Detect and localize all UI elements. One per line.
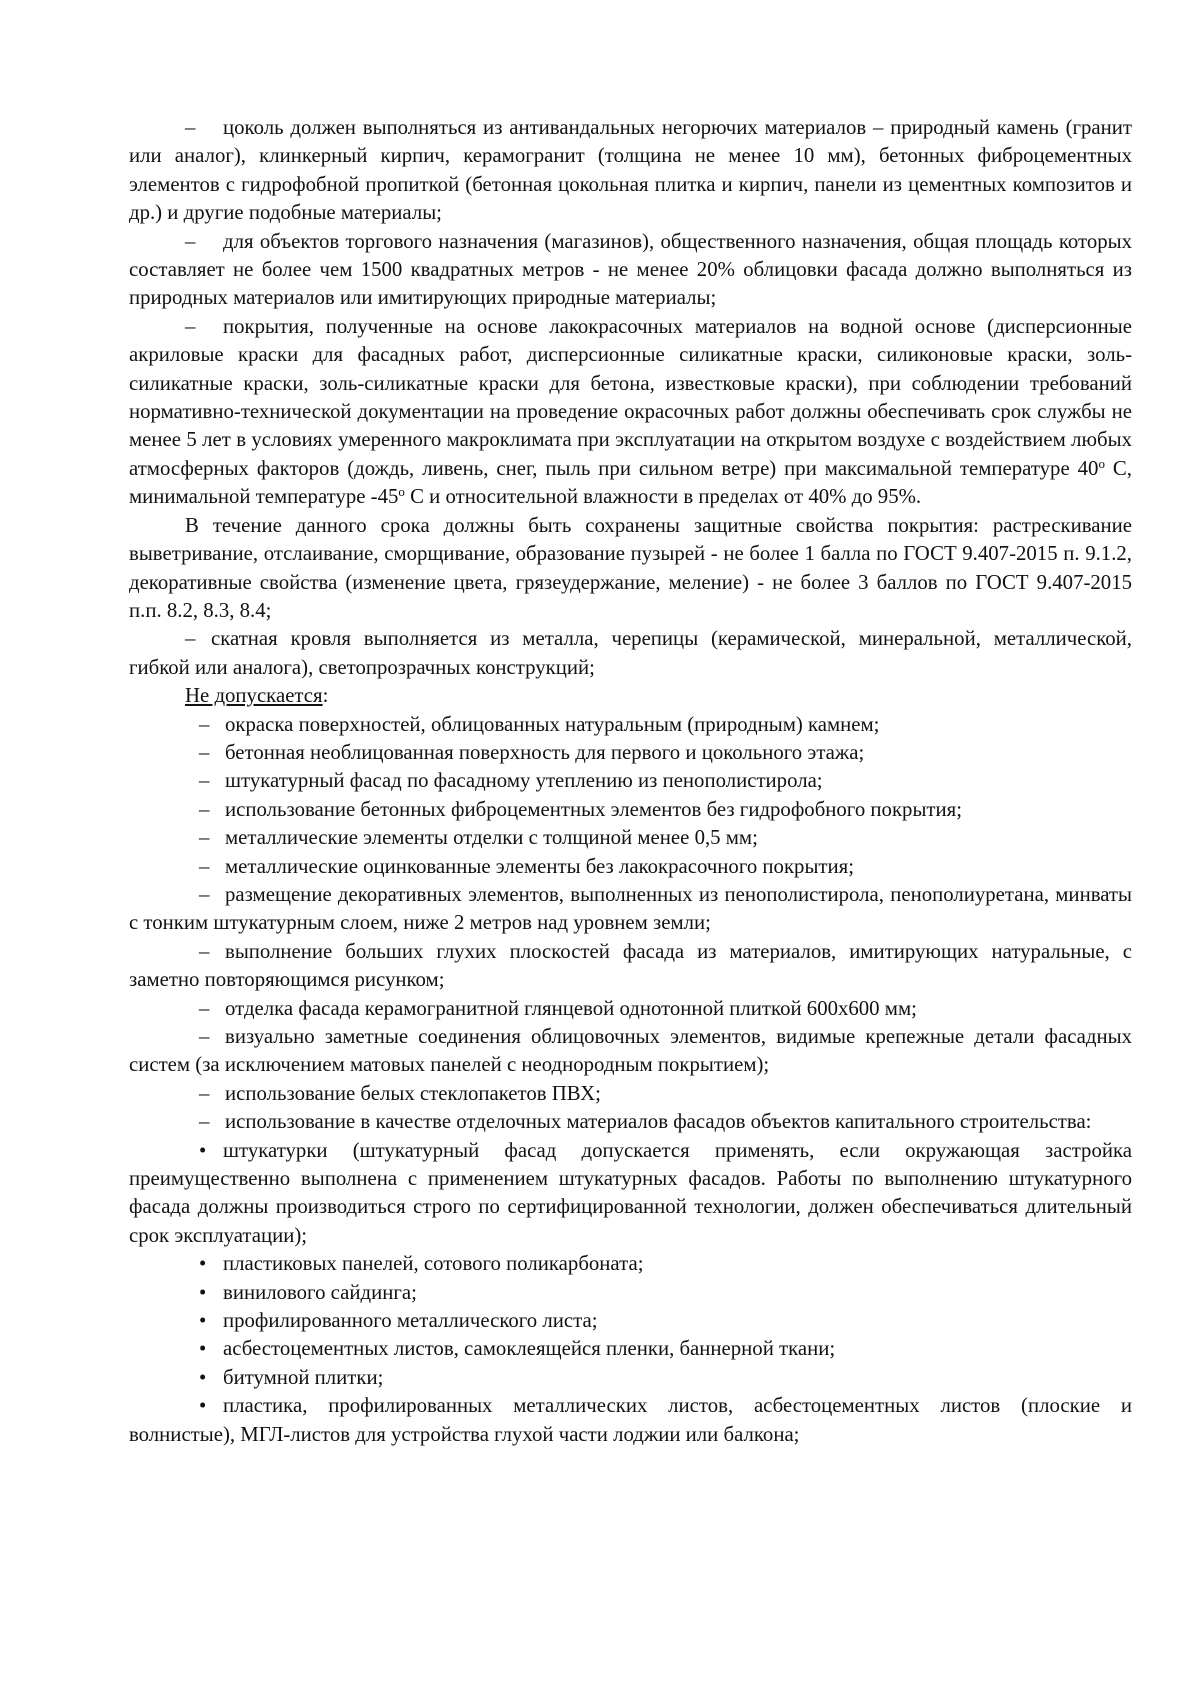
list-item-text: бетонная необлицованная поверхность для первого и цокольного этажа; <box>225 740 865 764</box>
list-item-text: выполнение больших глухих плоскостей фасада из материалов, имитирующих натуральные, с заметно повторяющимся рисунком; <box>129 939 1132 992</box>
paragraph-protective-properties <box>129 512 1132 626</box>
bullet-marker: • <box>199 1252 207 1276</box>
bullet-item-text: штукатурки (штукатурный фасад допускается применять, если окружающая застройка преимущественно выполнена с применением штукатурных фасадов. Работы по выполнению штукатурного фасада должны производиться строго по сертифицированной технологии, должен обеспечиваться длительный срок эксплуатации); <box>129 1138 1132 1247</box>
dash-marker: – <box>185 229 196 253</box>
paragraph-text: В течение данного срока должны быть сохранены защитные свойства покрытия: растрескивание выветривание, отслаивание, сморщивание, образование пузырей - не более 1 балла по ГОСТ 9.407-2015 п. 9.1.2, декоративные свойства (изменение цвета, грязеудержание, меление) - не более 3 баллов по ГОСТ 9.407-2015 п.п. 8.2, 8.3, 8.4; <box>129 513 1132 622</box>
list-item-text: отделка фасада керамогранитной глянцевой однотонной плиткой 600х600 мм; <box>225 996 917 1020</box>
list-item-text: использование белых стеклопакетов ПВХ; <box>225 1081 601 1105</box>
bullet-marker: • <box>199 1138 207 1162</box>
dash-marker: – <box>199 854 210 878</box>
bullet-item <box>129 1335 1132 1363</box>
paragraph-text: С, минимальной температуре -45 <box>129 456 1132 509</box>
dash-marker: – <box>199 882 210 906</box>
paragraph-text: для объектов торгового назначения (магазинов), общественного назначения, общая площадь которых составляет не более чем 1500 квадратных метров - не менее 20% облицовки фасада должно выполняться из природных материалов или имитирующих природные материалы; <box>129 229 1132 310</box>
list-item <box>129 881 1132 938</box>
bullet-item <box>129 1392 1132 1449</box>
bullet-item <box>129 1137 1132 1251</box>
dash-marker: – <box>199 996 210 1020</box>
paragraph-text: цоколь должен выполняться из антивандальных негорючих материалов – природный камень (гранит или аналог), клинкерный кирпич, керамогранит (толщина не менее 10 мм), бетонных фиброцементных элементов с гидрофобной пропиткой (бетонная цокольная плитка и кирпич, панели из цементных композитов и др.) и другие подобные материалы; <box>129 116 1132 225</box>
heading-text: Не допускается <box>185 684 323 708</box>
dash-marker: – <box>199 797 210 821</box>
paragraph-plinth <box>129 114 1132 228</box>
dash-marker: – <box>199 826 210 850</box>
bullet-marker: • <box>199 1337 207 1361</box>
not-allowed-heading <box>129 682 1132 710</box>
bullet-item-text: профилированного металлического листа; <box>223 1309 598 1333</box>
list-item-text: размещение декоративных элементов, выполненных из пенополистирола, пенополиуретана, минваты с тонким штукатурным слоем, ниже 2 метров над уровнем земли; <box>129 882 1132 935</box>
bullet-item <box>129 1364 1132 1392</box>
dash-marker: – <box>199 769 210 793</box>
paragraph-text: скатная кровля выполняется из металла, черепицы (керамической, минеральной, металлической, гибкой или аналога), светопрозрачных конструкций; <box>129 627 1132 679</box>
dash-marker: – <box>185 314 196 338</box>
list-item-text: штукатурный фасад по фасадному утеплению из пенополистирола; <box>225 769 823 793</box>
list-item-text: использование бетонных фиброцементных элементов без гидрофобного покрытия; <box>225 797 962 821</box>
list-item <box>129 1108 1132 1136</box>
list-item-text: металлические элементы отделки с толщиной менее 0,5 мм; <box>225 826 758 850</box>
bullet-item-text: пластиковых панелей, сотового поликарбоната; <box>223 1252 644 1276</box>
list-item <box>129 1023 1132 1080</box>
paragraph-text: покрытия, полученные на основе лакокрасочных материалов на водной основе (дисперсионные акриловые краски для фасадных работ, дисперсионные силикатные краски, силиконовые краски, золь-силикатные краски, золь-силикатные краски для бетона, известковые краски), при соблюдении требований нормативно-технической документации на проведение окрасочных работ должны обеспечивать срок службы не менее 5 лет в условиях умеренного макроклимата при эксплуатации на открытом воздухе с воздействием любых атмосферных факторов (дождь, ливень, снег, пыль при сильном ветре) при максимальной температуре 40 <box>129 314 1132 480</box>
bullet-marker: • <box>199 1280 207 1304</box>
list-item-text: металлические оцинкованные элементы без лакокрасочного покрытия; <box>225 854 854 878</box>
bullet-marker: • <box>199 1365 207 1389</box>
dash-marker: – <box>199 1110 210 1134</box>
heading-colon: : <box>322 684 329 708</box>
bullet-item-text: пластика, профилированных металлических листов, асбестоцементных листов (плоские и волнистые), МГЛ-листов для устройства глухой части лоджии или балкона; <box>129 1394 1132 1446</box>
list-item-text: визуально заметные соединения облицовочных элементов, видимые крепежные детали фасадных систем (за исключением матовых панелей с неоднородным покрытием); <box>129 1025 1132 1077</box>
list-item-text: использование в качестве отделочных материалов фасадов объектов капитального строительства: <box>225 1110 1092 1134</box>
paragraph-pitched-roof <box>129 625 1132 682</box>
materials-bullet-list <box>129 1137 1132 1449</box>
dash-marker: – <box>185 116 196 139</box>
bullet-item-text: винилового сайдинга; <box>223 1280 417 1304</box>
list-item <box>129 796 1132 824</box>
paragraph-paint-coatings <box>129 313 1132 512</box>
list-item <box>129 938 1132 995</box>
paragraph-text: С и относительной влажности в пределах от 40% до 95%. <box>404 485 922 509</box>
list-item <box>129 739 1132 767</box>
dash-marker: – <box>199 712 210 736</box>
bullet-item <box>129 1250 1132 1278</box>
bullet-marker: • <box>199 1394 207 1418</box>
bullet-item <box>129 1307 1132 1335</box>
list-item <box>129 995 1132 1023</box>
dash-marker: – <box>199 1025 210 1048</box>
list-item <box>129 711 1132 739</box>
list-item <box>129 767 1132 795</box>
list-item <box>129 853 1132 881</box>
list-item <box>129 1080 1132 1108</box>
bullet-marker: • <box>199 1309 207 1333</box>
list-item <box>129 824 1132 852</box>
dash-marker: – <box>199 1081 210 1105</box>
paragraph-commercial-objects <box>129 228 1132 313</box>
dash-marker: – <box>199 740 210 764</box>
dash-marker: – <box>185 627 196 651</box>
degree-superscript: о <box>1098 455 1105 471</box>
list-item-text: окраска поверхностей, облицованных натуральным (природным) камнем; <box>225 712 880 736</box>
dash-marker: – <box>199 939 210 963</box>
bullet-item <box>129 1279 1132 1307</box>
bullet-item-text: асбестоцементных листов, самоклеящейся пленки, баннерной ткани; <box>223 1337 836 1361</box>
bullet-item-text: битумной плитки; <box>223 1365 384 1389</box>
not-allowed-list <box>129 711 1132 1137</box>
degree-superscript: о <box>398 484 405 500</box>
